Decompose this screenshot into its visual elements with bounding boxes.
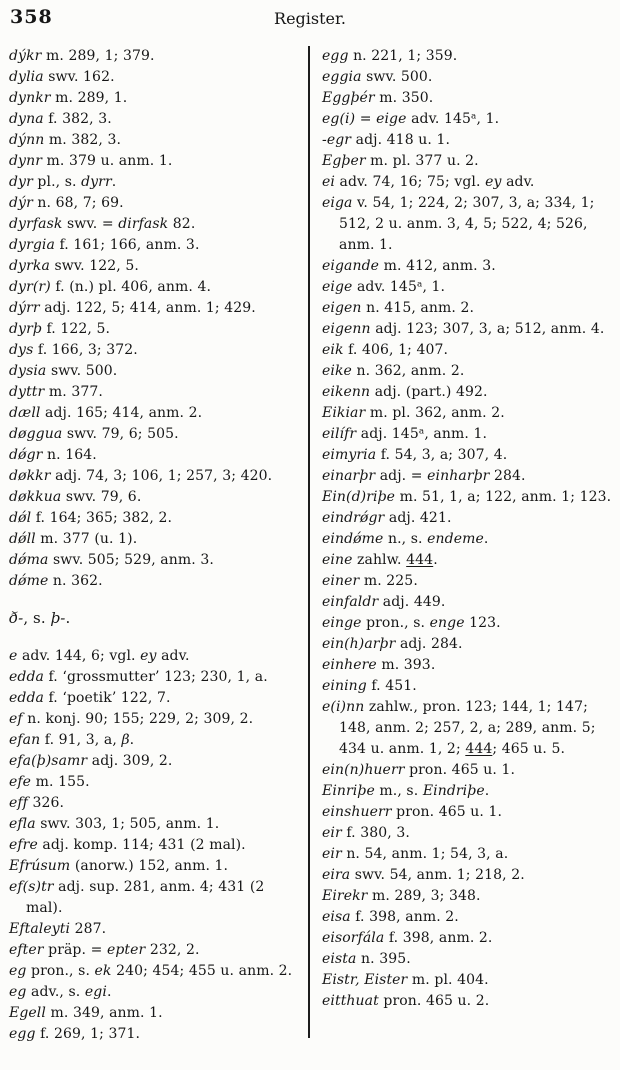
index-entry: eigen n. 415, anm. 2.	[322, 300, 475, 316]
index-entry: efan f. 91, 3, a, β.	[9, 732, 135, 748]
index-entry: eine zahlw. 444.	[322, 552, 438, 568]
index-entry: Eistr, Eister m. pl. 404.	[322, 972, 489, 988]
index-entry: eining f. 451.	[322, 678, 417, 694]
index-entry: dǿma swv. 505; 529, anm. 3.	[9, 552, 214, 568]
index-entry: ein(n)huerr pron. 465 u. 1.	[322, 762, 516, 778]
left-column-d-section	[9, 46, 304, 592]
index-entry: einarþr adj. = einharþr 284.	[322, 468, 526, 484]
index-entry: dýr n. 68, 7; 69.	[9, 195, 124, 211]
index-entry: efe m. 155.	[9, 774, 90, 790]
index-entry: ei adv. 74, 16; 75; vgl. ey adv.	[322, 174, 535, 190]
index-entry: Ein(d)riþe m. 51, 1, a; 122, anm. 1; 123.	[322, 489, 612, 505]
index-entry: eisa f. 398, anm. 2.	[322, 909, 459, 925]
page-number: 358	[10, 6, 53, 28]
index-entry: dynkr m. 289, 1.	[9, 90, 128, 106]
two-column-body	[0, 44, 620, 1070]
index-entry: Einriþe m., s. Eindriþe.	[322, 783, 490, 799]
index-entry: -egr adj. 418 u. 1.	[322, 132, 451, 148]
index-entry: eilífr adj. 145ᵃ, anm. 1.	[322, 426, 488, 442]
index-entry: Eirekr m. 289, 3; 348.	[322, 888, 481, 904]
index-entry: egg n. 221, 1; 359.	[322, 48, 458, 64]
index-entry: Eggþér m. 350.	[322, 90, 434, 106]
index-entry: eira swv. 54, anm. 1; 218, 2.	[322, 867, 525, 883]
index-entry: ef n. konj. 90; 155; 229, 2; 309, 2.	[9, 711, 254, 727]
index-entry: Eikiar m. pl. 362, anm. 2.	[322, 405, 505, 421]
right-column-entries	[322, 46, 618, 1012]
index-entry: Efrúsum (anorw.) 152, anm. 1.	[9, 858, 229, 874]
index-entry: einer m. 225.	[322, 573, 418, 589]
index-entry: efre adj. komp. 114; 431 (2 mal).	[9, 837, 246, 853]
index-entry: dylia swv. 162.	[9, 69, 115, 85]
index-entry: e(i)nn zahlw., pron. 123; 144, 1; 147; 148, anm. 2; 257, 2, a; 289, anm. 5; 434 u. anm. 1, 2; 444; 465 u. 5.	[322, 699, 596, 757]
index-entry: dǿll m. 377 (u. 1).	[9, 531, 138, 547]
index-entry: efter präp. = epter 232, 2.	[9, 942, 200, 958]
right-column	[310, 44, 620, 1070]
index-entry: einfaldr adj. 449.	[322, 594, 446, 610]
left-column-letter-separator-section	[9, 608, 304, 629]
index-entry: døkkr adj. 74, 3; 106, 1; 257, 3; 420.	[9, 468, 273, 484]
index-entry: eisorfála f. 398, anm. 2.	[322, 930, 493, 946]
index-entry: dýnn m. 382, 3.	[9, 132, 122, 148]
index-entry: edda f. ‘poetik’ 122, 7.	[9, 690, 171, 706]
index-entry: døkkua swv. 79, 6.	[9, 489, 142, 505]
index-entry: eg(i) = eige adv. 145ᵃ, 1.	[322, 111, 500, 127]
index-entry: dǿgr n. 164.	[9, 447, 97, 463]
index-entry: e adv. 144, 6; vgl. ey adv.	[9, 648, 190, 664]
index-entry: eir f. 380, 3.	[322, 825, 410, 841]
index-entry: dyttr m. 377.	[9, 384, 103, 400]
index-entry: dyr pl., s. dyrr.	[9, 174, 117, 190]
index-entry: einge pron., s. enge 123.	[322, 615, 501, 631]
index-entry: dyr(r) f. (n.) pl. 406, anm. 4.	[9, 279, 212, 295]
index-entry: ð-, s. þ-.	[9, 609, 71, 627]
index-entry: eike n. 362, anm. 2.	[322, 363, 465, 379]
index-entry: dynr m. 379 u. anm. 1.	[9, 153, 173, 169]
index-entry: eigenn adj. 123; 307, 3, a; 512, anm. 4.	[322, 321, 605, 337]
index-entry: eff 326.	[9, 795, 65, 811]
page-header	[0, 4, 620, 38]
index-entry: dysia swv. 500.	[9, 363, 118, 379]
running-title: Register.	[274, 9, 346, 28]
index-entry: Egþer m. pl. 377 u. 2.	[322, 153, 479, 169]
index-entry: dyrka swv. 122, 5.	[9, 258, 139, 274]
index-entry: eggia swv. 500.	[322, 69, 433, 85]
index-entry: eimyria f. 54, 3, a; 307, 4.	[322, 447, 508, 463]
index-entry: einshuerr pron. 465 u. 1.	[322, 804, 503, 820]
left-column	[0, 44, 308, 1070]
index-entry: dǿme n. 362.	[9, 573, 103, 589]
index-entry: Egell m. 349, anm. 1.	[9, 1005, 163, 1021]
index-entry: dyrgia f. 161; 166, anm. 3.	[9, 237, 200, 253]
index-entry: einhere m. 393.	[322, 657, 436, 673]
left-column-e-section	[9, 646, 304, 1045]
index-entry: eitthuat pron. 465 u. 2.	[322, 993, 490, 1009]
index-entry: ein(h)arþr adj. 284.	[322, 636, 463, 652]
index-entry: dæll adj. 165; 414, anm. 2.	[9, 405, 203, 421]
index-entry: Eftaleyti 287.	[9, 921, 107, 937]
index-entry: dyrfask swv. = dirfask 82.	[9, 216, 196, 232]
index-entry: ef(s)tr adj. sup. 281, anm. 4; 431 (2 mal).	[9, 879, 265, 916]
index-entry: eigande m. 412, anm. 3.	[322, 258, 496, 274]
index-entry: eikenn adj. (part.) 492.	[322, 384, 488, 400]
index-entry: dýkr m. 289, 1; 379.	[9, 48, 155, 64]
index-entry: efla swv. 303, 1; 505, anm. 1.	[9, 816, 220, 832]
index-entry: døggua swv. 79, 6; 505.	[9, 426, 179, 442]
index-entry: eista n. 395.	[322, 951, 411, 967]
index-entry: edda f. ‘grossmutter’ 123; 230, 1, a.	[9, 669, 268, 685]
index-entry: eindrǿgr adj. 421.	[322, 510, 452, 526]
index-entry: egg f. 269, 1; 371.	[9, 1026, 141, 1042]
index-entry: efa(þ)samr adj. 309, 2.	[9, 753, 173, 769]
index-entry: eir n. 54, anm. 1; 54, 3, a.	[322, 846, 509, 862]
index-entry: eik f. 406, 1; 407.	[322, 342, 449, 358]
index-entry: dǿl f. 164; 365; 382, 2.	[9, 510, 173, 526]
index-entry: eg pron., s. ek 240; 454; 455 u. anm. 2.	[9, 963, 293, 979]
index-entry: dyrþ f. 122, 5.	[9, 321, 111, 337]
index-entry: eindǿme n., s. endeme.	[322, 531, 489, 547]
index-entry: eg adv., s. egi.	[9, 984, 112, 1000]
index-entry: dys f. 166, 3; 372.	[9, 342, 138, 358]
index-entry: dyna f. 382, 3.	[9, 111, 112, 127]
index-entry: eiga v. 54, 1; 224, 2; 307, 3, a; 334, 1; 512, 2 u. anm. 3, 4, 5; 522, 4; 526, anm. 1.	[322, 195, 595, 253]
index-entry: dýrr adj. 122, 5; 414, anm. 1; 429.	[9, 300, 256, 316]
index-entry: eige adv. 145ᵃ, 1.	[322, 279, 446, 295]
